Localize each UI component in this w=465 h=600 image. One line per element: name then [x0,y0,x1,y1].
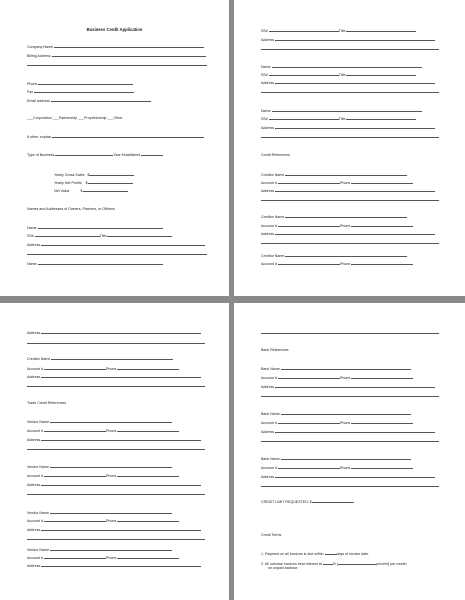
owner-ssn-field[interactable] [35,233,100,237]
page-4 [234,303,465,600]
billing-address-label: Billing Address [27,53,206,58]
creditor3-account-field[interactable] [278,261,340,265]
creditor3-address-label: Address [27,330,201,335]
vendor3-address-line-2[interactable] [27,539,205,540]
credit-references-heading: Credit References [261,153,290,157]
vendor1-account-label: Account # Phone [27,428,179,433]
credit-terms-heading: Credit Terms [261,533,282,537]
form-title: Business Credit Application [86,27,143,32]
owner4-name-field[interactable] [272,108,422,112]
vendor4-address-field[interactable] [41,563,201,567]
owner4-name-label: Name [261,108,422,113]
owner3-title-field[interactable] [346,72,416,76]
bank2-account-field[interactable] [278,420,340,424]
owner3-ssn-label: SS# Title [261,72,416,77]
creditor1-name-label: Creditor Name [261,172,407,177]
year-established-field[interactable] [141,152,163,156]
bank3-name-field[interactable] [281,456,411,460]
owner4-address-field[interactable] [275,125,435,129]
vendor3-account-field[interactable] [44,518,106,522]
page-1 [0,0,229,296]
vendor1-name-label: Vendor Name [27,419,172,424]
bank2-address-field[interactable] [275,429,435,433]
vendor2-address-field[interactable] [41,482,201,486]
bank2-name-field[interactable] [281,411,411,415]
vendor1-account-field[interactable] [44,428,106,432]
creditor3-address-field[interactable] [41,330,201,334]
due-days-field[interactable] [325,551,337,555]
vendor2-name-field[interactable] [50,464,172,468]
bank2-phone-field[interactable] [351,420,413,424]
vendor1-address-label: Address [27,437,201,442]
bank1-phone-field[interactable] [351,375,413,379]
gross-sales-field[interactable] [89,172,134,176]
owner4-address-line-2[interactable] [261,137,439,138]
vendor4-address-line-2[interactable] [261,333,439,334]
owner3-address-field[interactable] [275,80,435,84]
credit-limit-field[interactable] [312,499,354,503]
vendor2-account-field[interactable] [44,473,106,477]
owner-address-field[interactable] [41,242,205,246]
creditor3-name-field[interactable] [285,253,407,257]
billing-address-line-2[interactable] [27,65,207,66]
credit-limit-label: CREDIT LIMIT REQUESTED: $ [261,499,354,504]
vendor3-account-label: Account # Phone [27,518,179,523]
vendor4-name-field[interactable] [50,547,172,551]
email-field[interactable] [51,98,151,102]
creditor3-account-label: Account # Phone [261,261,413,266]
creditor2-name-field[interactable] [285,214,407,218]
owner2-ssn-label: SS# Title [261,28,416,33]
owner-title-field[interactable] [107,233,172,237]
owner3-address-line-2[interactable] [261,92,439,93]
interest-rate-field[interactable] [323,561,333,565]
bank3-name-label: Bank Name [261,456,411,461]
creditor4-phone-field[interactable] [117,366,179,370]
phone-field[interactable] [38,81,133,85]
creditor4-account-label: Account # Phone [27,366,179,371]
vendor1-phone-field[interactable] [117,428,179,432]
email-label: Email Address [27,98,151,103]
creditor1-address-line-2[interactable] [261,200,439,201]
owner4-title-field[interactable] [346,116,416,120]
creditor4-name-field[interactable] [51,356,173,360]
bank3-address-field[interactable] [275,474,435,478]
fax-label: Fax [27,89,134,94]
term-2: 2. All overdue invoices bear interest at % ( percent) per month [261,562,407,566]
fax-field[interactable] [34,89,134,93]
vendor3-name-label: Vendor Name [27,510,172,515]
owner-name-label: Name [27,225,163,230]
bank2-name-label: Bank Name [261,411,411,416]
owner2-address-field[interactable] [275,37,435,41]
vendor1-address-line-2[interactable] [27,449,205,450]
creditor1-account-label: Account # Phone [261,180,413,185]
creditor4-address-line-2[interactable] [27,386,205,387]
net-profits-field[interactable] [88,180,133,184]
bank3-address-line-2[interactable] [261,486,439,487]
creditor1-address-label: Address [261,188,435,193]
bank1-address-field[interactable] [275,384,435,388]
vendor1-name-field[interactable] [50,419,172,423]
owner4-ssn-label: SS# Title [261,116,416,121]
vendor4-name-label: Vendor Name [27,547,172,552]
bank3-address-label: Address [261,474,435,479]
vendor4-account-label: Account # Phone [27,555,179,560]
creditor1-phone-field[interactable] [351,180,413,184]
vendor4-account-field[interactable] [44,555,106,559]
billing-address-field[interactable] [52,53,206,57]
owners-heading: Names and Addresses of Owners, Partners, or Officers [27,207,115,211]
bank1-address-label: Address [261,384,435,389]
owner2-title-field[interactable] [346,28,416,32]
creditor4-address-field[interactable] [41,374,201,378]
type-of-business-field[interactable] [55,152,113,156]
bank2-account-label: Account # Phone [261,420,413,425]
vendor4-address-label: Address [27,563,201,568]
owner2-name-field[interactable] [38,261,163,265]
term-1: 1. Payment on all invoices is due within days of invoice date. [261,552,370,556]
bank1-name-field[interactable] [281,366,411,370]
gross-sales-row: Yearly Gross Sales $ [54,172,134,177]
bank3-account-field[interactable] [278,465,340,469]
vendor2-phone-field[interactable] [117,473,179,477]
if-other-label: If other, explain [27,134,204,139]
owner3-ssn-field[interactable] [269,72,339,76]
creditor3-address-line-2[interactable] [27,343,205,344]
vendor2-address-label: Address [27,482,201,487]
creditor2-address-label: Address [261,231,435,236]
page-3 [0,303,229,600]
creditor2-name-label: Creditor Name [261,214,407,219]
vendor2-account-label: Account # Phone [27,473,179,478]
owner2-name-label: Name [27,261,163,266]
creditor4-name-label: Creditor Name [27,356,173,361]
owner-name-field[interactable] [38,225,163,229]
creditor2-phone-field[interactable] [351,223,413,227]
owner3-name-label: Name [261,64,422,69]
company-name-label: Company Name [27,44,204,49]
creditor3-name-label: Creditor Name [261,253,407,258]
owner2-ssn-field[interactable] [269,28,339,32]
creditor3-phone-field[interactable] [351,261,413,265]
bank3-phone-field[interactable] [351,465,413,469]
vendor2-address-line-2[interactable] [27,494,205,495]
vendor3-name-field[interactable] [50,510,172,514]
bank2-address-line-2[interactable] [261,441,439,442]
bank1-account-label: Account # Phone [261,375,413,380]
net-value-row: Net Value $ [54,188,128,193]
vendor3-address-field[interactable] [41,527,201,531]
phone-label: Phone [27,81,133,86]
page-2 [234,0,465,296]
creditor2-address-line-2[interactable] [261,243,439,244]
creditor1-name-field[interactable] [285,172,407,176]
vendor4-phone-field[interactable] [117,555,179,559]
bank3-account-label: Account # Phone [261,465,413,470]
owner2-address-line-2[interactable] [261,49,439,50]
bank1-address-line-2[interactable] [261,396,439,397]
if-other-field[interactable] [52,134,204,138]
creditor2-address-field[interactable] [275,231,435,235]
owner3-name-field[interactable] [272,64,422,68]
net-profits-row: Yearly Net Profits $ [54,180,133,185]
trade-credit-heading: Trade Credit References [27,401,67,405]
creditor1-address-field[interactable] [275,188,435,192]
owner-address-label: Address [27,242,205,247]
vendor1-address-field[interactable] [41,437,201,441]
bank1-name-label: Bank Name [261,366,411,371]
vendor2-name-label: Vendor Name [27,464,172,469]
vendor3-address-label: Address [27,527,201,532]
net-value-field[interactable] [83,188,128,192]
type-of-business-label: Type of Business Year Established [27,152,163,157]
creditor4-address-label: Address [27,374,201,379]
owner-ssn-label: SS# Title [27,233,172,238]
owner4-address-label: Address [261,125,435,130]
creditor4-account-field[interactable] [44,366,106,370]
company-name-field[interactable] [54,44,204,48]
term-2-continued: on unpaid balance. [268,566,299,570]
bank-references-heading: Bank References [261,348,289,352]
vendor3-phone-field[interactable] [117,518,179,522]
creditor2-account-field[interactable] [278,223,340,227]
interest-rate-words-field[interactable] [338,561,376,565]
bank2-address-label: Address [261,429,435,434]
bank1-account-field[interactable] [278,375,340,379]
owner4-ssn-field[interactable] [269,116,339,120]
entity-type-row[interactable]: ___Corporation ___Partnership ___Proprietorship ___Other [27,116,123,120]
owner-address-line-2[interactable] [27,254,207,255]
creditor1-account-field[interactable] [278,180,340,184]
owner3-address-label: Address [261,80,435,85]
owner2-address-label: Address [261,37,435,42]
creditor2-account-label: Account # Phone [261,223,413,228]
